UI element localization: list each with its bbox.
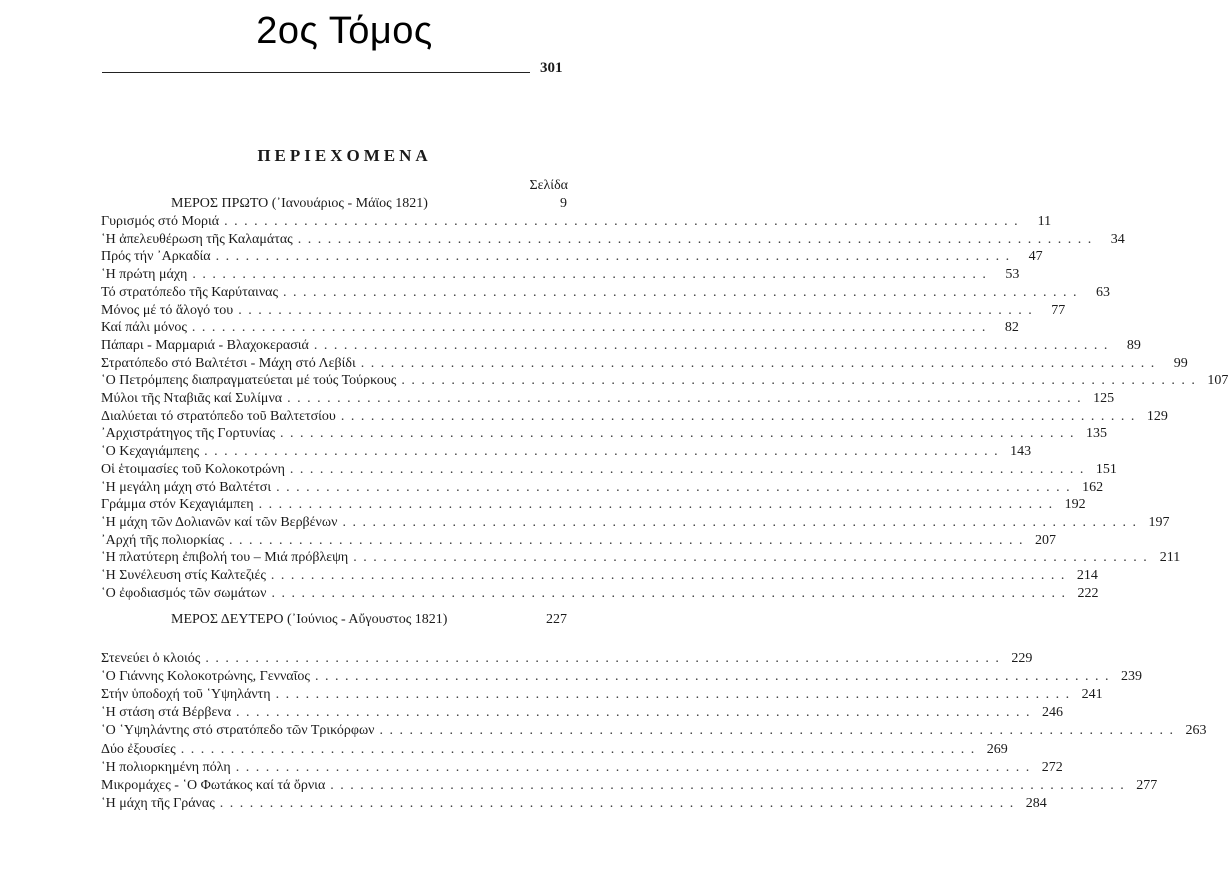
toc-entry-page: 211 xyxy=(1159,550,1181,566)
toc-entry-page: 207 xyxy=(1034,532,1056,548)
toc-entry xyxy=(101,213,1052,231)
dot-leader: . . . . . . . . . . . . . . . . . . . . . . . . . . . . . . . . . . . . . . . . . . . . . . . . . . . . . . . . . . . . . . . . . . . . . . . . . . . . . . . . xyxy=(276,479,1072,495)
toc-entry xyxy=(101,479,1104,497)
toc-entry-title: ῾Ο Γιάννης Κολοκοτρώνης, Γενναῖος xyxy=(101,669,310,685)
toc-entry-title: ῾Ο Κεχαγιάμπεης xyxy=(101,444,200,460)
toc-entry-title: ῾Η μεγάλη μάχη στό Βαλτέτσι xyxy=(101,479,272,495)
toc-entry-page: 82 xyxy=(1004,320,1019,336)
dot-leader: . . . . . . . . . . . . . . . . . . . . . . . . . . . . . . . . . . . . . . . . . . . . . . . . . . . . . . . . . . . . . . . . . . . . . . . . . . . . . . . . xyxy=(287,391,1083,406)
toc-entry-page: 269 xyxy=(986,741,1008,757)
toc-entry-page: 214 xyxy=(1076,568,1098,583)
dot-leader: . . . . . . . . . . . . . . . . . . . . . . . . . . . . . . . . . . . . . . . . . . . . . . . . . . . . . . . . . . . . . . . . . . . . . . . . . . . . . . . . xyxy=(258,497,1054,513)
dot-leader: . . . . . . . . . . . . . . . . . . . . . . . . . . . . . . . . . . . . . . . . . . . . . . . . . . . . . . . . . . . . . . . . . . . . . . . . . . . . . . . . xyxy=(289,461,1085,477)
dot-leader: . . . . . . . . . . . . . . . . . . . . . . . . . . . . . . . . . . . . . . . . . . . . . . . . . . . . . . . . . . . . . . . . . . . . . . . . . . . . . . . . xyxy=(275,687,1071,703)
toc-entry-title: ῾Η μάχη τῶν Δολιανῶν καί τῶν Βερβένων xyxy=(101,514,338,530)
toc-entry-page: 263 xyxy=(1185,723,1207,739)
toc-entry-title: Καί πάλι μόνος xyxy=(101,320,187,336)
toc-entry-title: Μόνος μέ τό ἄλογό του xyxy=(101,302,234,318)
part-one-page: 9 xyxy=(560,196,567,211)
toc-entry xyxy=(101,532,1056,550)
toc-entry-page: 63 xyxy=(1096,284,1111,300)
toc-entry xyxy=(101,741,1008,759)
toc-entry xyxy=(101,302,1066,320)
toc-entry-page: 99 xyxy=(1173,355,1188,371)
dot-leader: . . . . . . . . . . . . . . . . . . . . . . . . . . . . . . . . . . . . . . . . . . . . . . . . . . . . . . . . . . . . . . . . . . . . . . . . . . . . . . . . xyxy=(228,532,1024,548)
toc-entry xyxy=(101,355,1188,373)
toc-entry-page: 151 xyxy=(1095,461,1117,477)
toc-entry xyxy=(101,248,1043,266)
toc-entry-page: 107 xyxy=(1207,373,1228,389)
toc-entry-title: ῾Η πολιορκημένη πόλη xyxy=(101,759,231,775)
page-column-label: Σελίδα xyxy=(529,178,568,193)
toc-entry-title: Διαλύεται τό στρατόπεδο τοῦ Βαλτετσίου xyxy=(101,408,336,424)
toc-entry-title: Μικρομάχες - ῾Ο Φωτάκος καί τά ὄρνια xyxy=(101,777,326,793)
toc-entry-page: 129 xyxy=(1146,408,1168,424)
toc-entry-page: 47 xyxy=(1028,249,1043,265)
toc-entry-title: Γράμμα στόν Κεχαγιάμπεη xyxy=(101,497,254,513)
dot-leader: . . . . . . . . . . . . . . . . . . . . . . . . . . . . . . . . . . . . . . . . . . . . . . . . . . . . . . . . . . . . . . . . . . . . . . . . . . . . . . . . xyxy=(224,214,1020,229)
toc-entry xyxy=(101,759,1063,777)
toc-entry-page: 143 xyxy=(1010,444,1032,460)
dot-leader: . . . . . . . . . . . . . . . . . . . . . . . . . . . . . . . . . . . . . . . . . . . . . . . . . . . . . . . . . . . . . . . . . . . . . . . . . . . . . . . . xyxy=(271,585,1067,601)
part-one-title: ΜΕΡΟΣ ΠΡΩΤΟ (᾿Ιανουάριος - Μάϊος 1821) xyxy=(171,196,428,211)
toc-entry xyxy=(101,337,1141,355)
dot-leader: . . . . . . . . . . . . . . . . . . . . . . . . . . . . . . . . . . . . . . . . . . . . . . . . . . . . . . . . . . . . . . . . . . . . . . . . . . . . . . . . xyxy=(219,795,1015,811)
part-two-title: ΜΕΡΟΣ ΔΕΥΤΕΡΟ (᾿Ιούνιος - Αὔγουστος 1821) xyxy=(171,612,448,627)
toc-entry-page: 277 xyxy=(1136,777,1158,793)
toc-entry xyxy=(101,372,1228,390)
toc-entry-title: Πρός τήν ᾿Αρκαδία xyxy=(101,249,211,265)
toc-entry-title: Στενεύει ὁ κλοιός xyxy=(101,651,201,666)
toc-entry-page: 11 xyxy=(1037,214,1052,229)
dot-leader: . . . . . . . . . . . . . . . . . . . . . . . . . . . . . . . . . . . . . . . . . . . . . . . . . . . . . . . . . . . . . . . . . . . . . . . . . . . . . . . . xyxy=(236,705,1032,721)
toc-entry-title: Στήν ὑποδοχή τοῦ ῾Υψηλάντη xyxy=(101,687,271,703)
toc-entry xyxy=(101,231,1125,249)
toc-entry-title: ῾Η μάχη τῆς Γράνας xyxy=(101,795,215,811)
toc-entry-page: 89 xyxy=(1126,337,1141,353)
toc-entry xyxy=(101,686,1103,704)
toc-entry-title: ῾Η πλατύτερη ἐπιβολή του – Μιά πρόβλεψη xyxy=(101,550,349,566)
toc-entry-title: Δύο ἐξουσίες xyxy=(101,741,176,757)
dot-leader: . . . . . . . . . . . . . . . . . . . . . . . . . . . . . . . . . . . . . . . . . . . . . . . . . . . . . . . . . . . . . . . . . . . . . . . . . . . . . . . . xyxy=(205,651,1001,666)
toc-entry xyxy=(101,650,1033,668)
dot-leader: . . . . . . . . . . . . . . . . . . . . . . . . . . . . . . . . . . . . . . . . . . . . . . . . . . . . . . . . . . . . . . . . . . . . . . . . . . . . . . . . xyxy=(353,550,1149,566)
dot-leader: . . . . . . . . . . . . . . . . . . . . . . . . . . . . . . . . . . . . . . . . . . . . . . . . . . . . . . . . . . . . . . . . . . . . . . . . . . . . . . . . xyxy=(401,373,1197,389)
toc-entry xyxy=(101,668,1142,686)
toc-entry xyxy=(101,585,1099,603)
header-rule xyxy=(102,72,530,73)
toc-entry xyxy=(101,704,1064,722)
toc-entry-page: 34 xyxy=(1110,231,1125,247)
toc-entry-title: ῾Ο ἐφοδιασμός τῶν σωμάτων xyxy=(101,585,267,601)
toc-entry-page: 284 xyxy=(1025,795,1047,811)
toc-entry xyxy=(101,567,1098,585)
dot-leader: . . . . . . . . . . . . . . . . . . . . . . . . . . . . . . . . . . . . . . . . . . . . . . . . . . . . . . . . . . . . . . . . . . . . . . . . . . . . . . . . xyxy=(360,355,1156,371)
toc-entry xyxy=(101,777,1158,795)
toc-entry-page: 241 xyxy=(1081,687,1103,703)
dot-leader: . . . . . . . . . . . . . . . . . . . . . . . . . . . . . . . . . . . . . . . . . . . . . . . . . . . . . . . . . . . . . . . . . . . . . . . . . . . . . . . . xyxy=(330,777,1126,793)
page-number: 301 xyxy=(540,60,563,76)
dot-leader: . . . . . . . . . . . . . . . . . . . . . . . . . . . . . . . . . . . . . . . . . . . . . . . . . . . . . . . . . . . . . . . . . . . . . . . . . . . . . . . . xyxy=(314,669,1110,685)
dot-leader: . . . . . . . . . . . . . . . . . . . . . . . . . . . . . . . . . . . . . . . . . . . . . . . . . . . . . . . . . . . . . . . . . . . . . . . . . . . . . . . . xyxy=(235,759,1031,775)
toc-entry-page: 125 xyxy=(1093,391,1115,406)
volume-title: 2ος Τόμος xyxy=(256,10,433,52)
toc-entry-title: ᾿Αρχιστράτηγος τῆς Γορτυνίας xyxy=(101,426,276,442)
toc-heading: ΠΕΡΙΕΧΟΜΕΝΑ xyxy=(257,146,432,165)
toc-entry-title: Οἱ ἑτοιμασίες τοῦ Κολοκοτρώνη xyxy=(101,461,285,477)
toc-entry-title: Πάπαρι - Μαρμαριά - Βλαχοκερασιά xyxy=(101,337,309,353)
toc-entry xyxy=(101,425,1108,443)
toc-entry xyxy=(101,514,1170,532)
dot-leader: . . . . . . . . . . . . . . . . . . . . . . . . . . . . . . . . . . . . . . . . . . . . . . . . . . . . . . . . . . . . . . . . . . . . . . . . . . . . . . . . xyxy=(379,723,1175,739)
toc-entry-page: 222 xyxy=(1077,585,1099,601)
toc-entry-title: ῾Η στάση στά Βέρβενα xyxy=(101,705,232,721)
dot-leader: . . . . . . . . . . . . . . . . . . . . . . . . . . . . . . . . . . . . . . . . . . . . . . . . . . . . . . . . . . . . . . . . . . . . . . . . . . . . . . . . xyxy=(340,408,1136,424)
toc-entry-page: 239 xyxy=(1120,669,1142,685)
dot-leader: . . . . . . . . . . . . . . . . . . . . . . . . . . . . . . . . . . . . . . . . . . . . . . . . . . . . . . . . . . . . . . . . . . . . . . . . . . . . . . . . xyxy=(191,320,987,336)
toc-entry-page: 192 xyxy=(1064,497,1086,513)
toc-entry-title: Μύλοι τῆς Νταβιᾶς καί Συλίμνα xyxy=(101,391,283,406)
toc-entry-page: 135 xyxy=(1086,426,1108,442)
toc-entry xyxy=(101,722,1207,740)
toc-entry xyxy=(101,266,1020,284)
toc-entry-title: Στρατόπεδο στό Βαλτέτσι - Μάχη στό Λεβίδι xyxy=(101,355,356,371)
dot-leader: . . . . . . . . . . . . . . . . . . . . . . . . . . . . . . . . . . . . . . . . . . . . . . . . . . . . . . . . . . . . . . . . . . . . . . . . . . . . . . . . xyxy=(180,741,976,757)
part-two-page: 227 xyxy=(546,612,567,627)
toc-entry-title: ῾Η ἀπελευθέρωση τῆς Καλαμάτας xyxy=(101,231,293,247)
toc-entry-title: Γυρισμός στό Μοριά xyxy=(101,214,220,229)
toc-entry xyxy=(101,319,1019,337)
toc-entry-page: 272 xyxy=(1041,759,1063,775)
dot-leader: . . . . . . . . . . . . . . . . . . . . . . . . . . . . . . . . . . . . . . . . . . . . . . . . . . . . . . . . . . . . . . . . . . . . . . . . . . . . . . . . xyxy=(204,444,1000,460)
toc-entry-title: ᾿Αρχή τῆς πολιορκίας xyxy=(101,532,224,548)
dot-leader: . . . . . . . . . . . . . . . . . . . . . . . . . . . . . . . . . . . . . . . . . . . . . . . . . . . . . . . . . . . . . . . . . . . . . . . . . . . . . . . . xyxy=(215,249,1011,265)
toc-entry-page: 162 xyxy=(1082,479,1104,495)
dot-leader: . . . . . . . . . . . . . . . . . . . . . . . . . . . . . . . . . . . . . . . . . . . . . . . . . . . . . . . . . . . . . . . . . . . . . . . . . . . . . . . . xyxy=(192,267,988,283)
toc-entry-title: ῾Ο ῾Υψηλάντης στό στρατόπεδο τῶν Τρικόρφων xyxy=(101,723,375,739)
toc-entry xyxy=(101,408,1168,426)
dot-leader: . . . . . . . . . . . . . . . . . . . . . . . . . . . . . . . . . . . . . . . . . . . . . . . . . . . . . . . . . . . . . . . . . . . . . . . . . . . . . . . . xyxy=(283,284,1079,300)
toc-entry xyxy=(101,443,1032,461)
dot-leader: . . . . . . . . . . . . . . . . . . . . . . . . . . . . . . . . . . . . . . . . . . . . . . . . . . . . . . . . . . . . . . . . . . . . . . . . . . . . . . . . xyxy=(270,568,1066,583)
toc-entry xyxy=(101,795,1047,813)
toc-entry-title: Τό στρατόπεδο τῆς Καρύταινας xyxy=(101,284,279,300)
dot-leader: . . . . . . . . . . . . . . . . . . . . . . . . . . . . . . . . . . . . . . . . . . . . . . . . . . . . . . . . . . . . . . . . . . . . . . . . . . . . . . . . xyxy=(238,302,1034,318)
dot-leader: . . . . . . . . . . . . . . . . . . . . . . . . . . . . . . . . . . . . . . . . . . . . . . . . . . . . . . . . . . . . . . . . . . . . . . . . . . . . . . . . xyxy=(280,426,1076,442)
toc-entry-title: ῾Ο Πετρόμπεης διαπραγματεύεται μέ τούς Τούρκους xyxy=(101,373,397,389)
part-two-heading xyxy=(101,611,567,629)
toc-entry xyxy=(101,284,1111,302)
toc-entry xyxy=(101,390,1115,408)
toc-entry xyxy=(101,461,1117,479)
toc-entry-page: 229 xyxy=(1011,651,1033,666)
toc-entry-title: ῾Η Συνέλευση στίς Καλτεζιές xyxy=(101,568,266,583)
toc-entry-page: 246 xyxy=(1042,705,1064,721)
part-one-heading xyxy=(101,195,567,213)
toc-entry-page: 197 xyxy=(1148,514,1170,530)
dot-leader: . . . . . . . . . . . . . . . . . . . . . . . . . . . . . . . . . . . . . . . . . . . . . . . . . . . . . . . . . . . . . . . . . . . . . . . . . . . . . . . . xyxy=(297,231,1093,247)
toc-entry xyxy=(101,496,1086,514)
toc-entry xyxy=(101,549,1181,567)
dot-leader: . . . . . . . . . . . . . . . . . . . . . . . . . . . . . . . . . . . . . . . . . . . . . . . . . . . . . . . . . . . . . . . . . . . . . . . . . . . . . . . . xyxy=(313,337,1109,353)
toc-entry-page: 77 xyxy=(1051,302,1066,318)
toc-entry-page: 53 xyxy=(1005,267,1020,283)
dot-leader: . . . . . . . . . . . . . . . . . . . . . . . . . . . . . . . . . . . . . . . . . . . . . . . . . . . . . . . . . . . . . . . . . . . . . . . . . . . . . . . . xyxy=(342,514,1138,530)
toc-entry-title: ῾Η πρώτη μάχη xyxy=(101,267,188,283)
